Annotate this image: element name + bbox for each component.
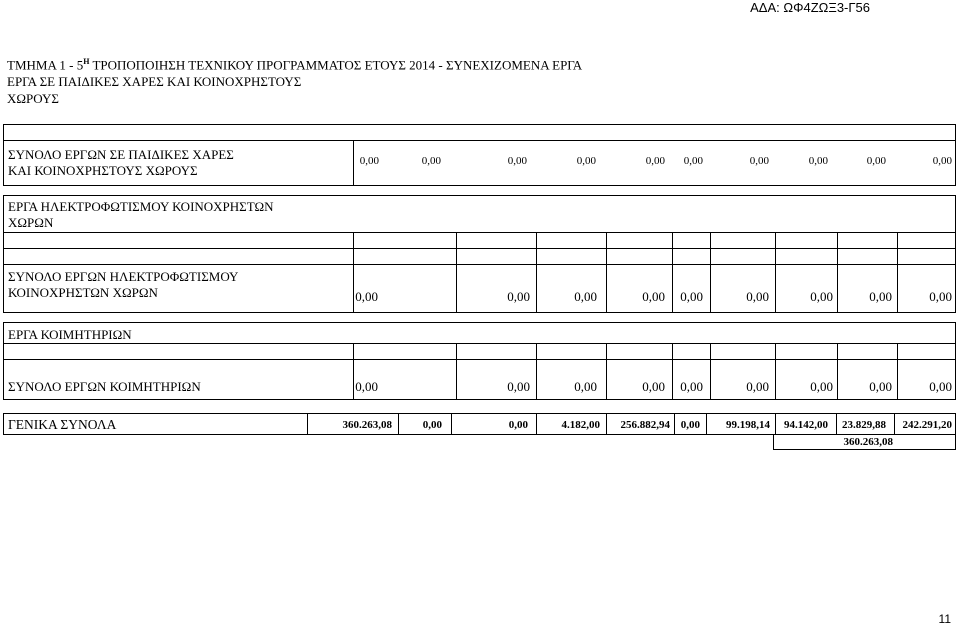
value-cell: 0,00: [507, 379, 530, 394]
value-cell: 0,00: [746, 289, 769, 304]
value-cell: 0,00: [508, 419, 528, 431]
playgrounds-total-label: ΣΥΝΟΛΟ ΕΡΓΩΝ ΣΕ ΠΑΙΔΙΚΕΣ ΧΑΡΕΣ ΚΑΙ ΚΟΙΝΟΧΡΗΣΤΟΥΣ ΧΩΡΟΥΣ: [8, 147, 234, 178]
heading-line-1: ΤΜΗΜΑ $1 - 5^H$ ΤΡΟΠΟΠΟΙΗΣΗ ΤΕΧΝΙΚΟΥ ΠΡΟΓΡΑΜΜΑΤΟΣ ΕΤΟΥΣ 2014 - ΣΥΝΕΧΙΖΟΜΕΝΑ ΕΡΓΑ: [7, 57, 583, 73]
value-cell: 0,00: [422, 419, 442, 431]
lighting-section-title: ΕΡΓΑ ΗΛΕΚΤΡΟΦΩΤΙΣΜΟΥ ΚΟΙΝΟΧΡΗΣΤΩΝ ΧΩΡΩΝ: [8, 199, 274, 230]
value-cell: 0,00: [749, 155, 769, 167]
value-cell: 0,00: [746, 379, 769, 394]
heading-line-2: ΕΡΓΑ ΣΕ ΠΑΙΔΙΚΕΣ ΧΑΡΕΣ ΚΑΙ ΚΟΙΝΟΧΡΗΣΤΟΥΣ: [7, 74, 302, 90]
value-cell: 0,00: [680, 289, 703, 304]
value-cell: 0,00: [642, 379, 665, 394]
value-cell: 23.829,88: [842, 419, 886, 431]
lighting-total-label: ΣΥΝΟΛΟ ΕΡΓΩΝ ΗΛΕΚΤΡΟΦΩΤΙΣΜΟΥ ΚΟΙΝΟΧΡΗΣΤΩΝ ΧΩΡΩΝ: [8, 269, 239, 300]
value-cell: 256.882,94: [620, 419, 670, 431]
value-cell: 0,00: [866, 155, 886, 167]
page-number: 11: [938, 612, 951, 626]
value-cell: 0,00: [869, 289, 892, 304]
value-cell: 360.263,08: [342, 419, 392, 431]
value-cell: 0,00: [355, 379, 378, 394]
value-cell: 0,00: [574, 379, 597, 394]
value-cell: 0,00: [574, 289, 597, 304]
value-cell: 242.291,20: [902, 419, 952, 431]
value-cell: 0,00: [869, 379, 892, 394]
value-cell: 0,00: [507, 289, 530, 304]
cemetery-section-title: ΕΡΓΑ ΚΟΙΜΗΤΗΡΙΩΝ: [8, 327, 132, 342]
value-cell: 0,00: [932, 155, 952, 167]
value-cell: 0,00: [929, 289, 952, 304]
value-cell: 0,00: [680, 419, 700, 431]
value-cell: 0,00: [576, 155, 596, 167]
value-cell: 0,00: [421, 155, 441, 167]
value-cell: 0,00: [929, 379, 952, 394]
grand-totals-label: ΓΕΝΙΚΑ ΣΥΝΟΛΑ: [8, 417, 117, 432]
heading-line-3: ΧΩΡΟΥΣ: [7, 91, 59, 107]
value-cell: 0,00: [642, 289, 665, 304]
document-heading: [7, 53, 582, 107]
value-cell: 0,00: [680, 379, 703, 394]
value-cell: 0,00: [810, 379, 833, 394]
value-cell: 4.182,00: [561, 419, 600, 431]
value-cell: 0,00: [810, 289, 833, 304]
value-cell: 0,00: [645, 155, 665, 167]
value-cell: 0,00: [683, 155, 703, 167]
ada-code: ΑΔΑ: ΩΦ4ΖΩΞ3-Γ56: [750, 0, 870, 15]
value-cell: 99.198,14: [726, 419, 770, 431]
grand-sum-value: 360.263,08: [843, 436, 893, 448]
value-cell: 94.142,00: [784, 419, 828, 431]
cemetery-total-label: ΣΥΝΟΛΟ ΕΡΓΩΝ ΚΟΙΜΗΤΗΡΙΩΝ: [8, 379, 201, 394]
value-cell: 0,00: [355, 289, 378, 304]
value-cell: 0,00: [507, 155, 527, 167]
value-cell: 0,00: [359, 155, 379, 167]
value-cell: 0,00: [808, 155, 828, 167]
